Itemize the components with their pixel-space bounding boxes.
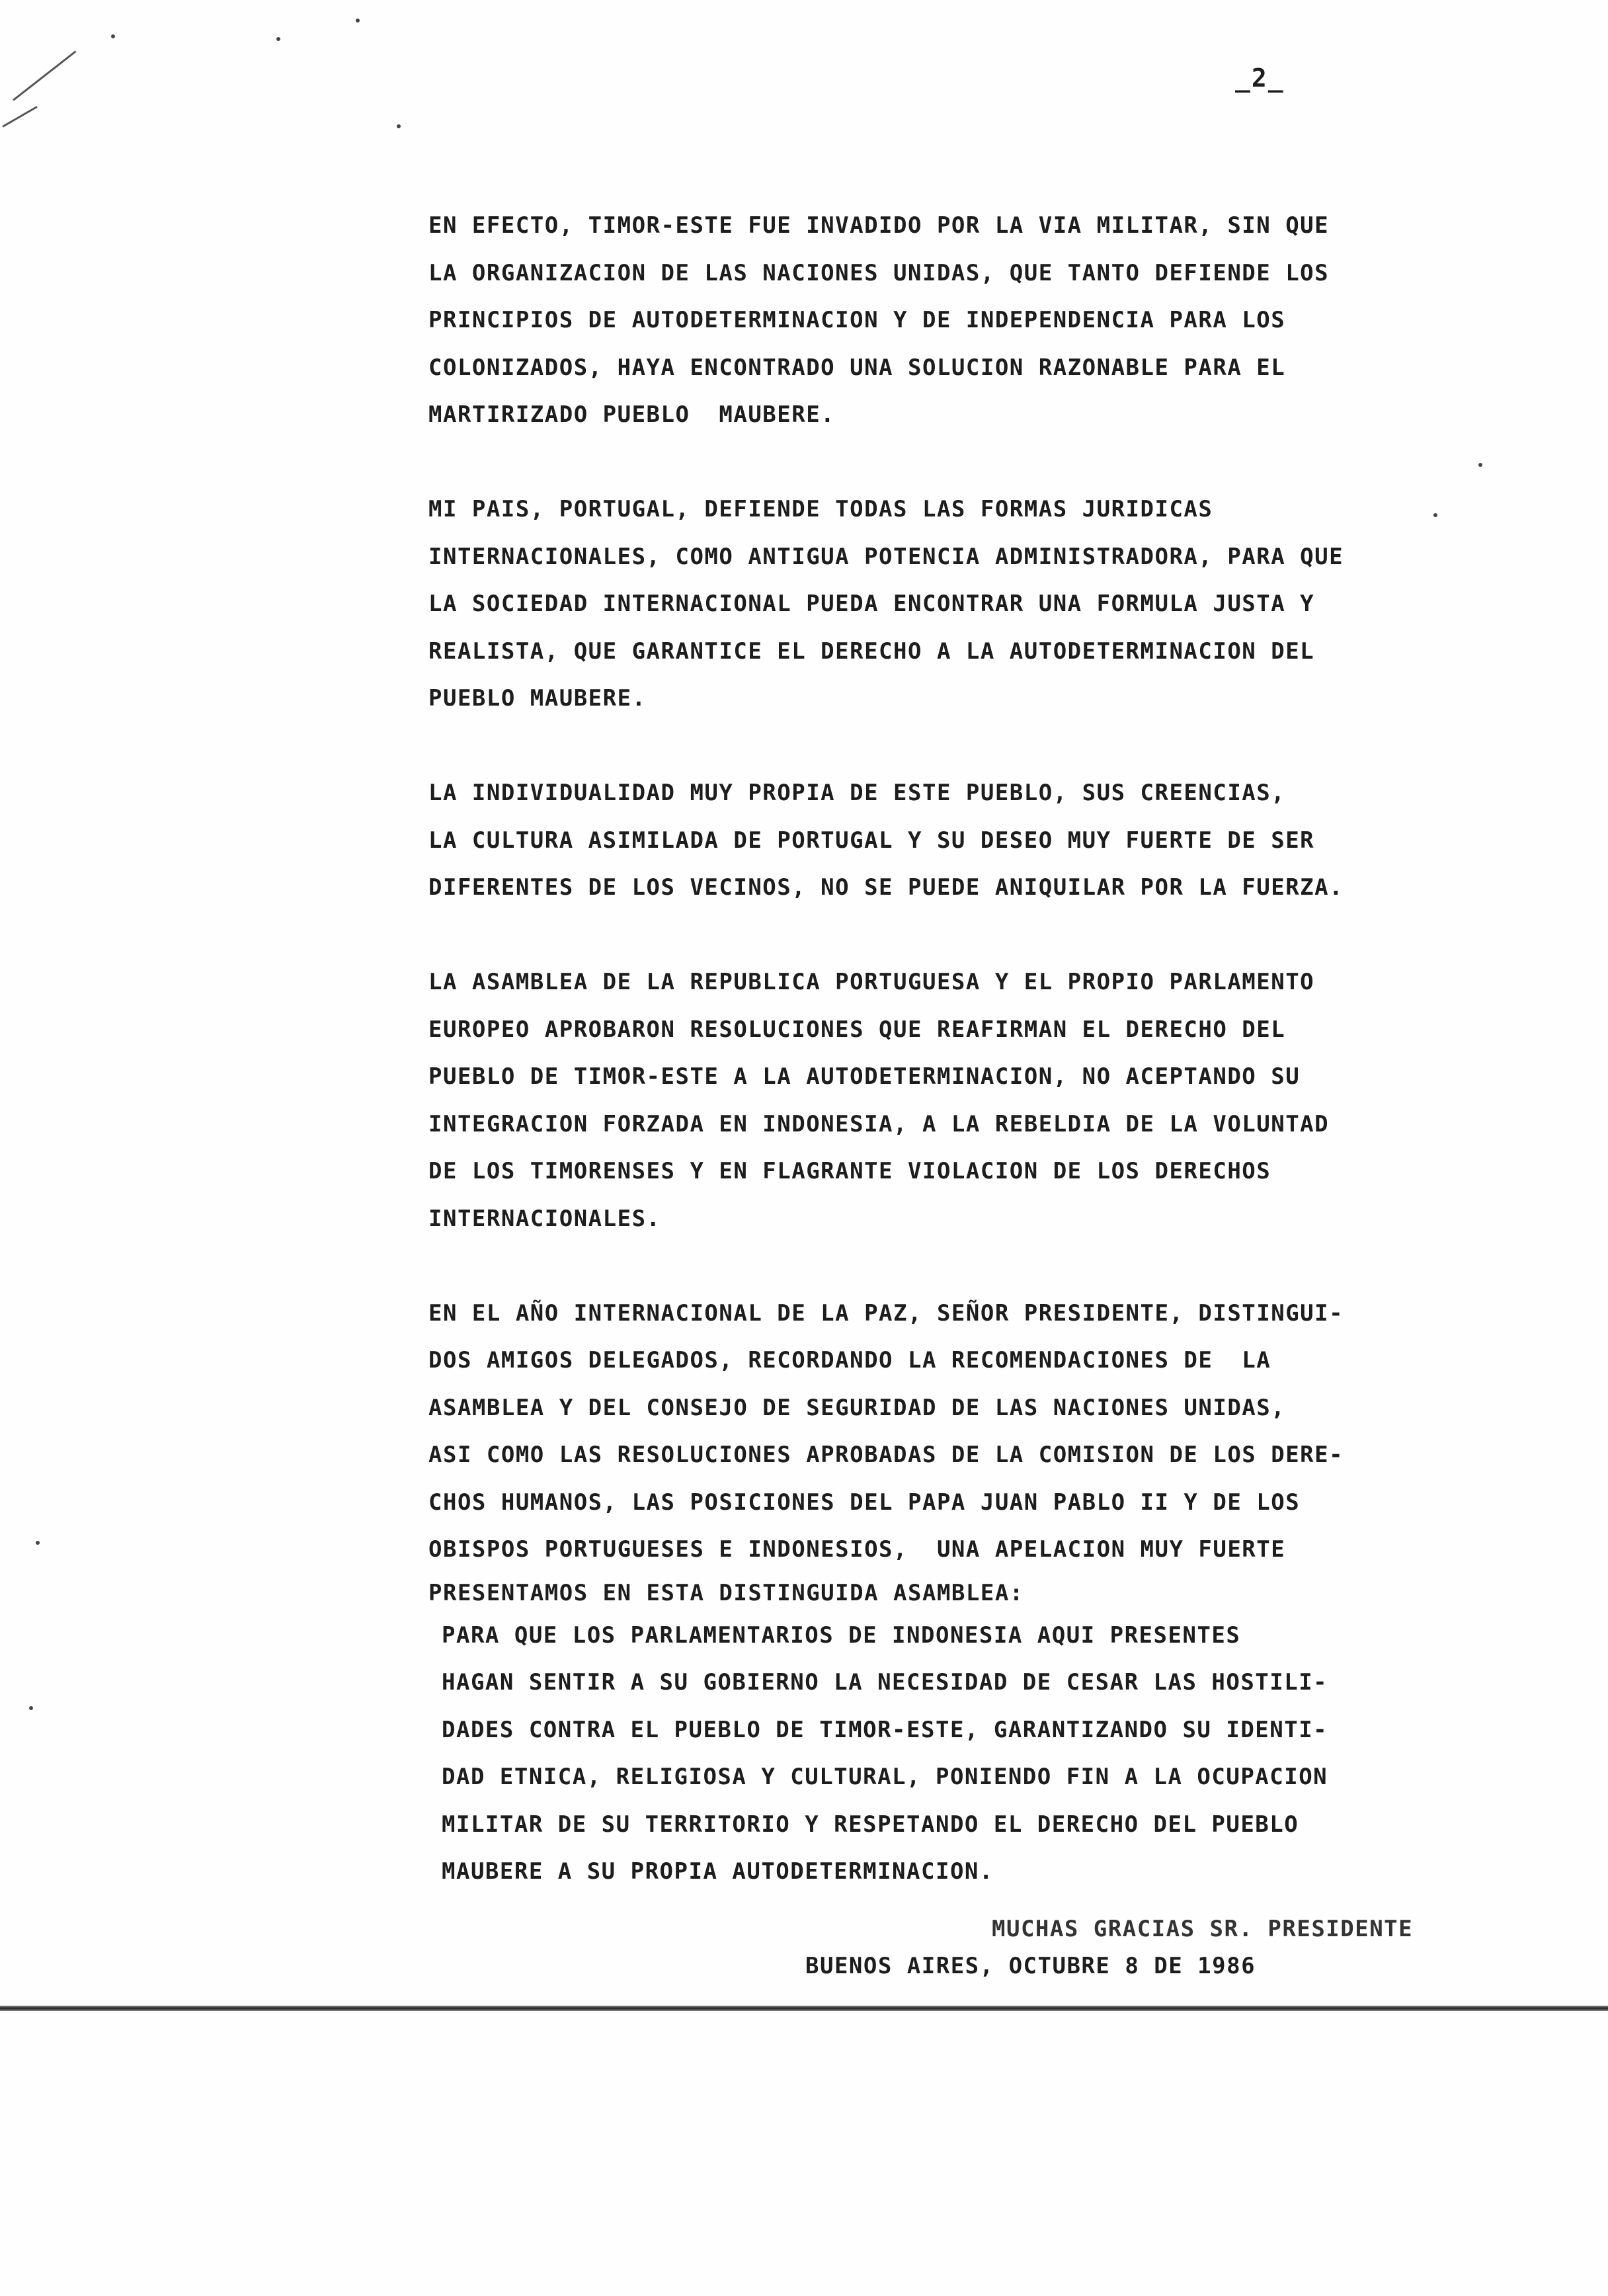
paragraph-gap: [428, 723, 1367, 770]
text-line: CHOS HUMANOS, LAS POSICIONES DEL PAPA JUAN PABLO II Y DE LOS: [428, 1489, 1301, 1516]
text-line: INTEGRACION FORZADA EN INDONESIA, A LA REBELDIA DE LA VOLUNTAD: [428, 1110, 1330, 1137]
scan-speck: [356, 19, 360, 22]
scan-scratch: [2, 106, 37, 128]
text-line: PUEBLO DE TIMOR-ESTE A LA AUTODETERMINACION, NO ACEPTANDO SU: [428, 1063, 1301, 1090]
text-line: EUROPEO APROBARON RESOLUCIONES QUE REAFIRMAN EL DERECHO DEL: [428, 1016, 1286, 1043]
text-line: ASAMBLEA Y DEL CONSEJO DE SEGURIDAD DE LAS NACIONES UNIDAS,: [428, 1394, 1286, 1421]
text-line: DOS AMIGOS DELEGADOS, RECORDANDO LA RECOMENDACIONES DE LA: [428, 1347, 1271, 1374]
text-line: LA INDIVIDUALIDAD MUY PROPIA DE ESTE PUEBLO, SUS CREENCIAS,: [428, 780, 1286, 806]
text-line: LA CULTURA ASIMILADA DE PORTUGAL Y SU DESEO MUY FUERTE DE SER: [428, 827, 1315, 854]
text-line: PUEBLO MAUBERE.: [428, 685, 647, 712]
scan-scratch: [13, 50, 76, 101]
text-line: EN EL AÑO INTERNACIONAL DE LA PAZ, SEÑOR PRESIDENTE, DISTINGUI-: [428, 1299, 1344, 1327]
paragraph-gap: [428, 439, 1367, 487]
text-line: LA ORGANIZACION DE LAS NACIONES UNIDAS, QUE TANTO DEFIENDE LOS: [428, 259, 1330, 286]
text-line: PRINCIPIOS DE AUTODETERMINACION Y DE INDEPENDENCIA PARA LOS: [428, 307, 1286, 333]
text-line: OBISPOS PORTUGUESES E INDONESIOS, UNA APELACION MUY FUERTE: [428, 1536, 1286, 1563]
text-line: LA SOCIEDAD INTERNACIONAL PUEDA ENCONTRAR UNA FORMULA JUSTA Y: [428, 591, 1315, 617]
text-line: MI PAIS, PORTUGAL, DEFIENDE TODAS LAS FORMAS JURIDICAS: [428, 496, 1213, 522]
closing-place-date: BUENOS AIRES, OCTUBRE 8 DE 1986: [805, 1953, 1256, 1979]
paragraph-gap: [428, 1243, 1367, 1290]
paragraph-3: [428, 770, 1367, 912]
text-line: LA ASAMBLEA DE LA REPUBLICA PORTUGUESA Y EL PROPIO PARLAMENTO: [428, 969, 1315, 995]
text-line: ASI COMO LAS RESOLUCIONES APROBADAS DE LA COMISION DE LOS DERE-: [428, 1442, 1344, 1468]
text-line: DIFERENTES DE LOS VECINOS, NO SE PUEDE ANIQUILAR POR LA FUERZA.: [428, 874, 1344, 901]
text-line: DE LOS TIMORENSES Y EN FLAGRANTE VIOLACION DE LOS DERECHOS: [428, 1158, 1271, 1184]
page-number: _2_: [1235, 63, 1285, 93]
closing-thanks: MUCHAS GRACIAS SR. PRESIDENTE: [992, 1916, 1414, 1942]
scan-speck: [276, 37, 280, 41]
paragraph-5: [428, 1290, 1367, 1612]
text-line: DAD ETNICA, RELIGIOSA Y CULTURAL, PONIENDO FIN A LA OCUPACION: [442, 1764, 1328, 1790]
scan-speck: [36, 1541, 40, 1545]
scan-edge-line: [0, 2006, 1608, 2011]
scan-speck: [1478, 463, 1482, 467]
scan-speck: [29, 1706, 33, 1710]
paragraph-2: [428, 486, 1367, 723]
text-line: REALISTA, QUE GARANTICE EL DERECHO A LA AUTODETERMINACION DEL: [428, 637, 1315, 665]
paragraph-4: [428, 959, 1367, 1243]
text-line: HAGAN SENTIR A SU GOBIERNO LA NECESIDAD DE CESAR LAS HOSTILI-: [442, 1669, 1328, 1696]
letter-body: [428, 202, 1367, 1896]
scan-speck: [397, 124, 401, 128]
text-line: INTERNACIONALES.: [428, 1205, 661, 1232]
text-line: INTERNACIONALES, COMO ANTIGUA POTENCIA ADMINISTRADORA, PARA QUE: [428, 543, 1344, 570]
appeal-paragraph: [442, 1612, 1367, 1896]
text-line: PRESENTAMOS EN ESTA DISTINGUIDA ASAMBLEA:: [428, 1579, 1024, 1606]
text-line: DADES CONTRA EL PUEBLO DE TIMOR-ESTE, GARANTIZANDO SU IDENTI-: [442, 1716, 1328, 1743]
text-line: PARA QUE LOS PARLAMENTARIOS DE INDONESIA AQUI PRESENTES: [442, 1621, 1241, 1649]
scan-speck: [1433, 513, 1437, 517]
paragraph-gap: [428, 912, 1367, 960]
scan-speck: [111, 34, 115, 38]
paragraph-1: [428, 202, 1367, 439]
text-line: MAUBERE A SU PROPIA AUTODETERMINACION.: [442, 1858, 994, 1885]
text-line: COLONIZADOS, HAYA ENCONTRADO UNA SOLUCION RAZONABLE PARA EL: [428, 354, 1286, 381]
text-line: EN EFECTO, TIMOR-ESTE FUE INVADIDO POR LA VIA MILITAR, SIN QUE: [428, 212, 1330, 239]
text-line: MILITAR DE SU TERRITORIO Y RESPETANDO EL DERECHO DEL PUEBLO: [442, 1811, 1299, 1838]
text-line: MARTIRIZADO PUEBLO MAUBERE.: [428, 401, 836, 428]
